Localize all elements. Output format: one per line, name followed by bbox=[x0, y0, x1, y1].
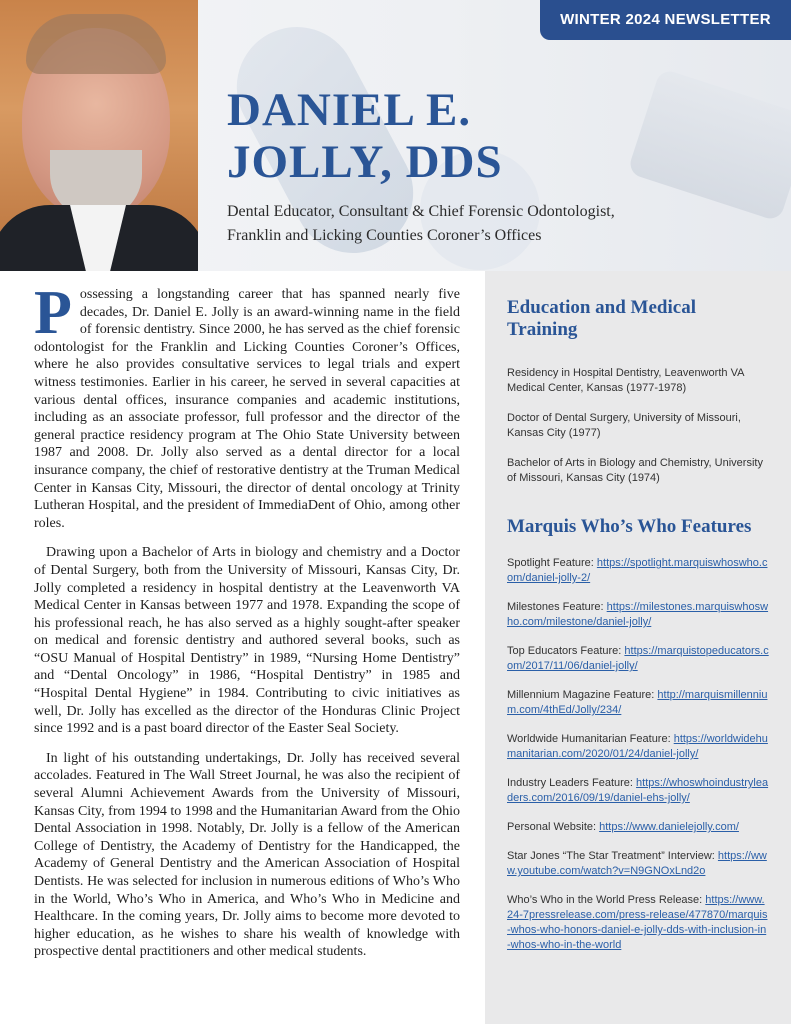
feature-label: Millennium Magazine Feature: bbox=[507, 689, 658, 701]
feature-star-jones bbox=[507, 849, 769, 879]
feature-industry-leaders bbox=[507, 776, 769, 806]
feature-link[interactable]: https://marquistopeducators.com/2017/11/06/daniel-jolly/ bbox=[507, 645, 769, 672]
feature-link[interactable]: https://www.youtube.com/watch?v=N9GNOxLnd2o bbox=[507, 850, 767, 877]
feature-label: Spotlight Feature: bbox=[507, 557, 597, 569]
feature-link[interactable]: https://www.24-7pressrelease.com/press-release/477870/marquis-whos-who-honors-daniel-e-jolly-dds-with-inclusion-in-whos-who-in-the-world bbox=[507, 894, 768, 951]
dental-tray-background bbox=[627, 68, 791, 222]
name-line-2: JOLLY, DDS bbox=[227, 136, 503, 188]
feature-press-release bbox=[507, 893, 769, 953]
page-title bbox=[227, 84, 503, 188]
sidebar-content bbox=[507, 297, 769, 953]
feature-label: Milestones Feature: bbox=[507, 601, 607, 613]
feature-link[interactable]: https://whoswhoindustryleaders.com/2016/09/19/daniel-ehs-jolly/ bbox=[507, 777, 769, 804]
feature-link[interactable]: https://worldwidehumanitarian.com/2020/01/24/daniel-jolly/ bbox=[507, 733, 768, 760]
name-line-1: DANIEL E. bbox=[227, 84, 472, 136]
article-paragraph-1 bbox=[34, 279, 460, 532]
portrait-hair bbox=[26, 14, 166, 74]
feature-spotlight bbox=[507, 556, 769, 586]
feature-label: Top Educators Feature: bbox=[507, 645, 625, 657]
subtitle-line-1: Dental Educator, Consultant & Chief Forensic Odontologist, bbox=[227, 203, 615, 220]
education-item: Bachelor of Arts in Biology and Chemistry, University of Missouri, Kansas City (1974) bbox=[507, 457, 763, 484]
sidebar bbox=[485, 271, 791, 1024]
paragraph-1-text: ossessing a longstanding career that has spanned nearly five decades, Dr. Daniel E. Jolly is an award-winning name in the field of forensic dentistry. Since 2000, he has served as the chief forensic odontologist for the Franklin and Licking Counties Coroner’s Offices, where he also provides consultative services to legal trials and expert witness testimonies. Earlier in his career, he served in several capacities at various dental offices, insurance companies and academic institutions, including as an associate professor, full professor and the director of the general practice residency program at The Ohio State University between 1987 and 2008. Dr. Jolly also served as a dental director for a local insurance company, the chief of restorative dentistry at the Truman Medical Center in Kansas City, Missouri, the director of dental oncology at Trinity Lutheran Hospital, and the president of ImmediaDent of Ohio, among other roles. bbox=[34, 287, 460, 531]
feature-link[interactable]: http://marquismillennium.com/4thEd/Jolly/234/ bbox=[507, 689, 768, 716]
feature-label: Star Jones “The Star Treatment” Interview: bbox=[507, 850, 718, 862]
features-heading: Marquis Who’s Who Features bbox=[507, 516, 752, 537]
feature-milestones bbox=[507, 600, 769, 630]
article-body bbox=[34, 279, 460, 973]
feature-top-educators bbox=[507, 644, 769, 674]
article-paragraph-3: In light of his outstanding undertakings, Dr. Jolly has received several accolades. Featured in The Wall Street Journal, he was also the recipient of several Alumni Achievement Awards from the University of Missouri, Kansas City, from 1994 to 1998 and the Humanitarian Award from the Ohio Dental Association in 1998. Notably, Dr. Jolly is a fellow of the American College of Dentistry, the Academy of Dentistry for the Handicapped, the Academy of General Dentistry and the American Association of Hospital Dentists. He was selected for inclusion in numerous editions of Who’s Who in the World, Who’s Who in America, and Who’s Who in Medicine and Healthcare. In the coming years, Dr. Jolly aims to become more devoted to higher education, as he wishes to share his wealth of knowledge with prospective dental practitioners and other medical students. bbox=[34, 750, 460, 960]
newsletter-badge: WINTER 2024 NEWSLETTER bbox=[540, 0, 791, 40]
subtitle-line-2: Franklin and Licking Counties Coroner’s Offices bbox=[227, 227, 542, 244]
feature-link[interactable]: https://spotlight.marquiswhoswho.com/daniel-jolly-2/ bbox=[507, 557, 768, 584]
education-item: Residency in Hospital Dentistry, Leavenworth VA Medical Center, Kansas (1977-1978) bbox=[507, 367, 744, 394]
feature-label: Personal Website: bbox=[507, 821, 600, 833]
drop-cap: P bbox=[34, 279, 72, 347]
subtitle bbox=[227, 200, 615, 248]
feature-label: Industry Leaders Feature: bbox=[507, 777, 637, 789]
feature-label: Worldwide Humanitarian Feature: bbox=[507, 733, 674, 745]
feature-link[interactable]: https://milestones.marquiswhoswho.com/milestone/daniel-jolly/ bbox=[507, 601, 769, 628]
feature-millennium bbox=[507, 688, 769, 718]
feature-link[interactable]: https://www.danielejolly.com/ bbox=[599, 821, 739, 833]
feature-personal-website bbox=[507, 820, 769, 835]
feature-label: Who’s Who in the World Press Release: bbox=[507, 894, 706, 906]
education-item: Doctor of Dental Surgery, University of Missouri, Kansas City (1977) bbox=[507, 412, 741, 439]
feature-humanitarian bbox=[507, 732, 769, 762]
portrait-photo bbox=[0, 0, 198, 271]
education-heading: Education and Medical Training bbox=[507, 297, 696, 340]
article-paragraph-2: Drawing upon a Bachelor of Arts in biology and chemistry and a Doctor of Dental Surgery, both from the University of Missouri, Kansas City, Dr. Jolly completed a residency in hospital dentistry at the Leavenworth VA Medical Center in Kansas between 1977 and 1978. Expanding the scope of his professional reach, he has also served as a highly sought-after speaker on medical and forensic dentistry and authored several books, such as “OSU Manual of Hospital Dentistry” in 1989, “Nursing Home Dentistry” and “Dental Oncology” in 1986, “Hospital Dentistry” in 1985 and “Hospital Dental Hygiene” in 1984. Contributing to civic initiatives as well, Dr. Jolly has excelled as the director of the Honduras Clinic Project since 1992 and is a past board director of the Easter Seal Society. bbox=[34, 545, 460, 737]
